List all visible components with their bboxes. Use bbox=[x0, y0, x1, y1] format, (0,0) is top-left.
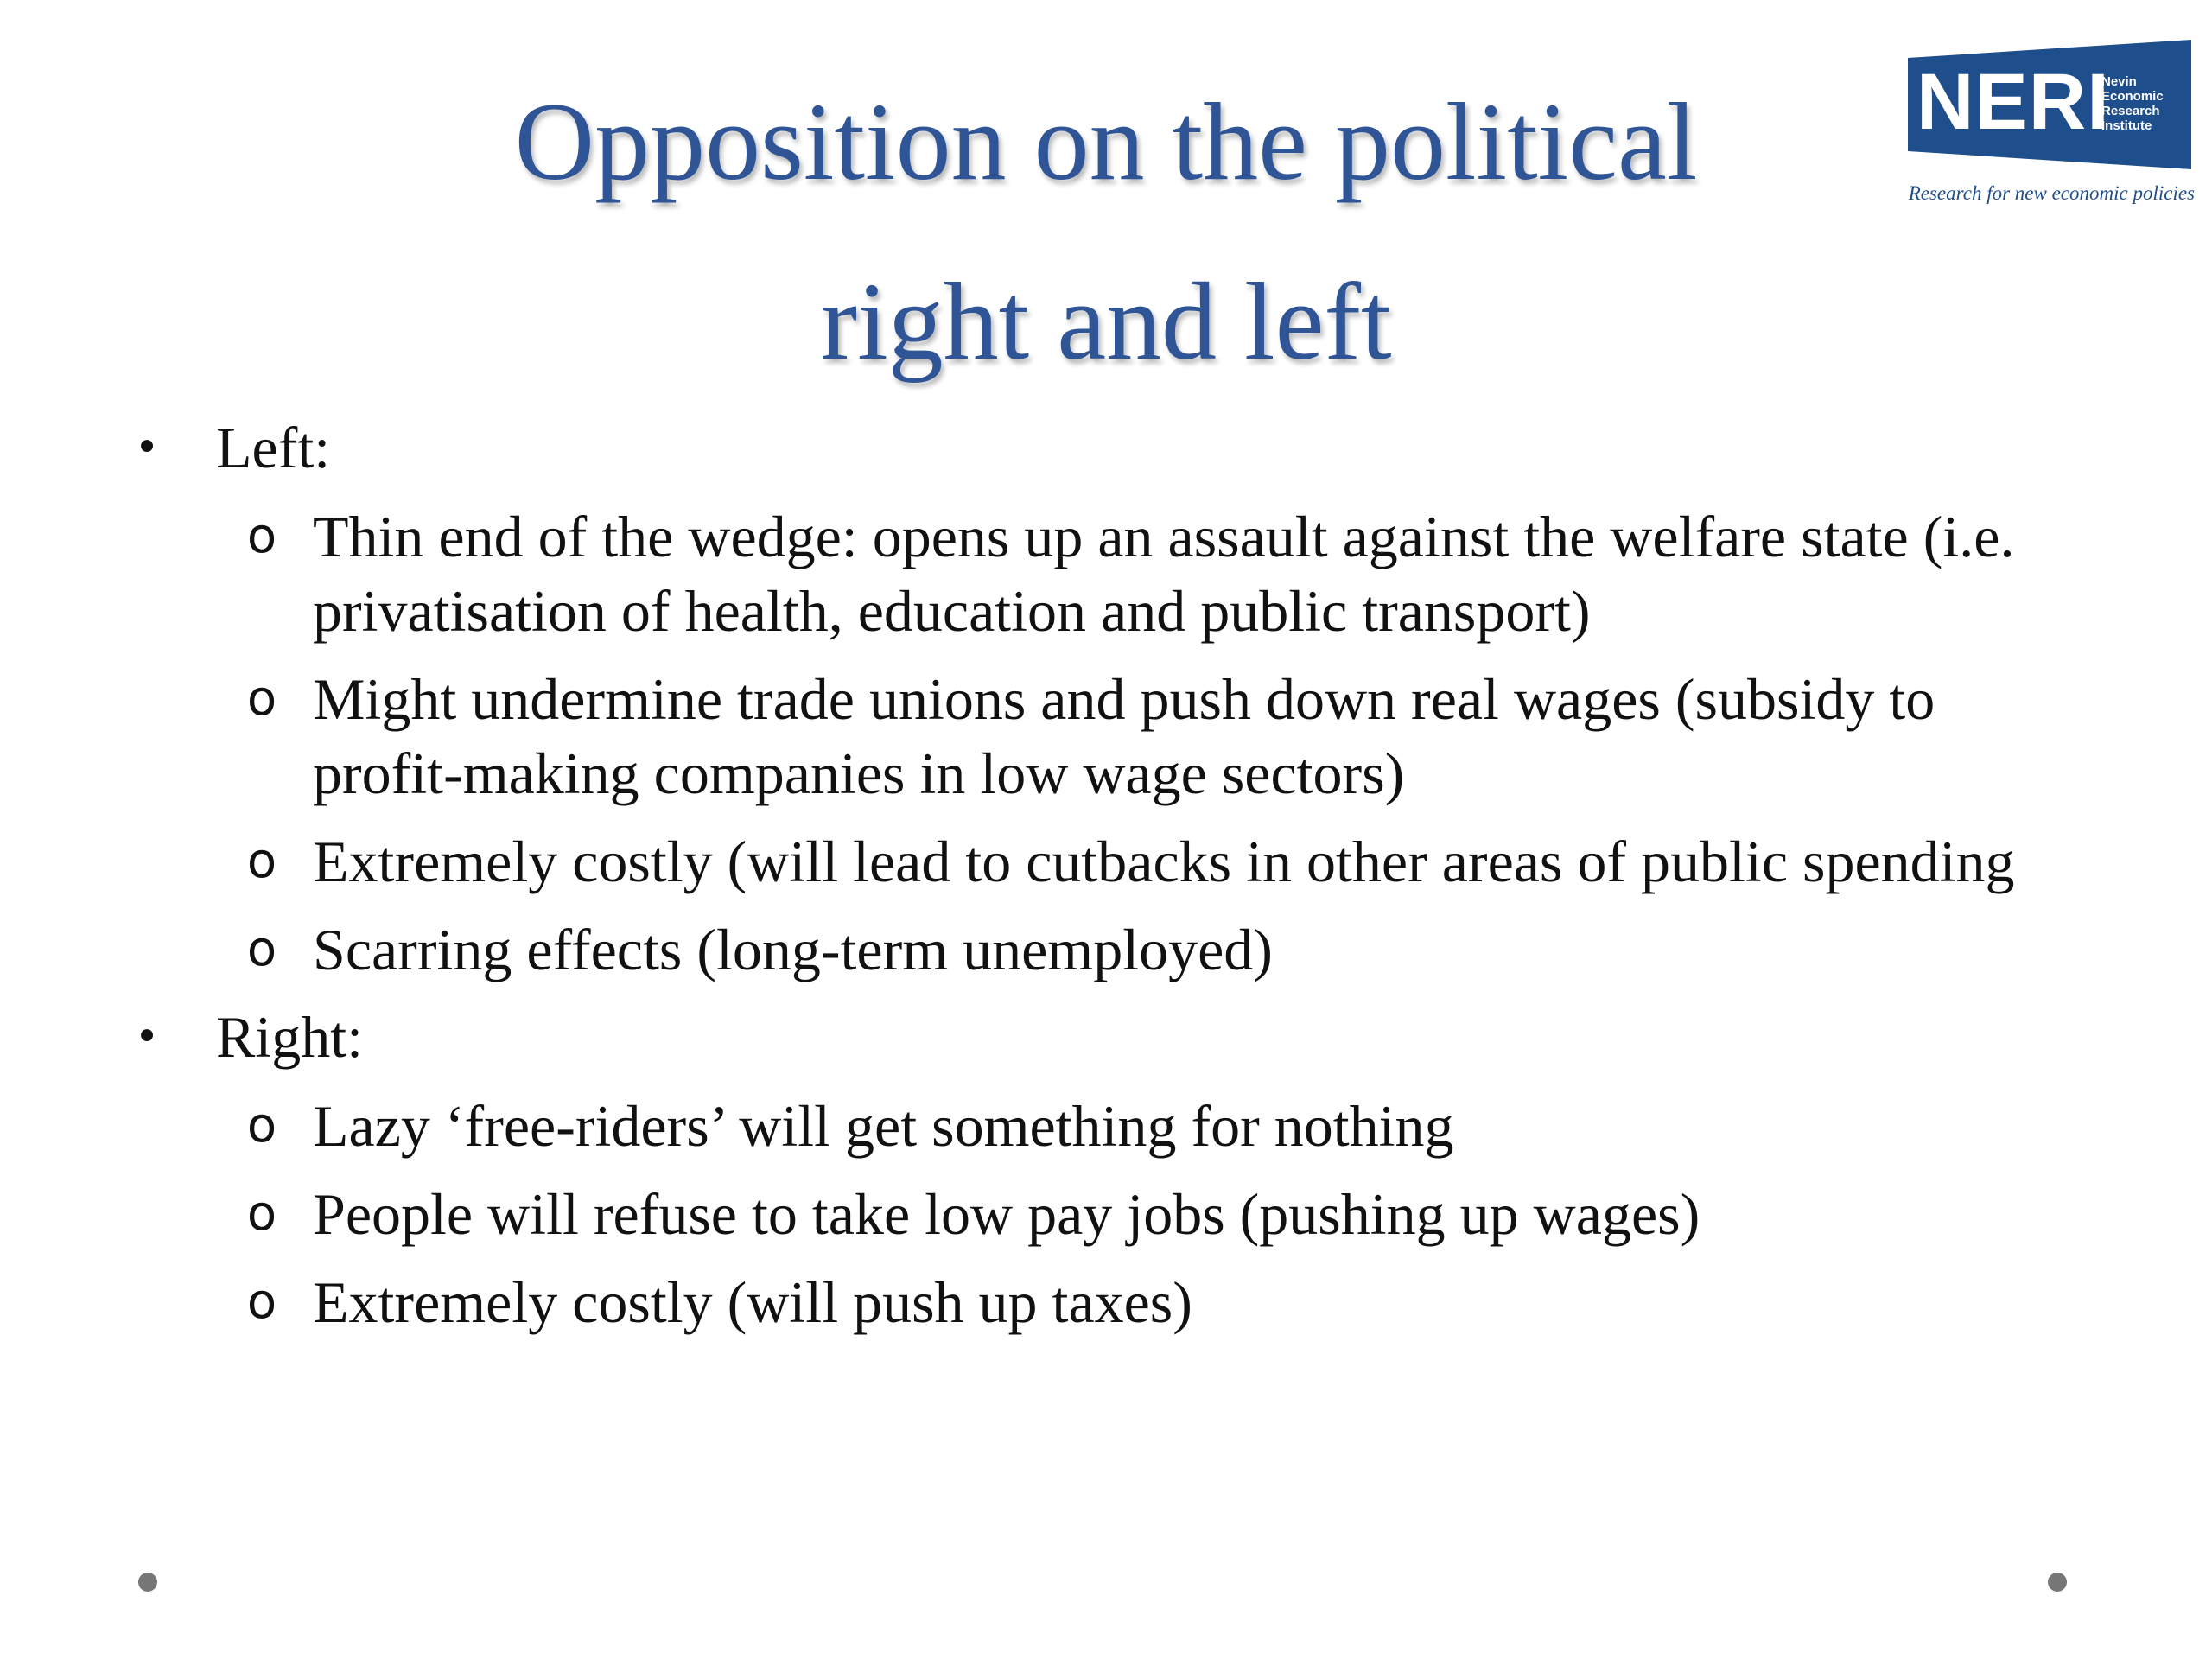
bullet-heading-left bbox=[130, 410, 2074, 486]
list-item bbox=[130, 1089, 2074, 1163]
list-item-text: Scarring effects (long-term unemployed) bbox=[313, 917, 1273, 982]
slide-body bbox=[130, 397, 2074, 1339]
section-left bbox=[130, 410, 2074, 987]
list-item-text: People will refuse to take low pay jobs (pushing up wages) bbox=[313, 1181, 1700, 1247]
footer-dot-right bbox=[2048, 1573, 2067, 1592]
bullet-circle-icon: o bbox=[246, 1185, 277, 1242]
list-item-text: Extremely costly (will lead to cutbacks in other areas of public spending bbox=[313, 829, 2015, 894]
bullet-dot-icon: • bbox=[134, 423, 160, 472]
neri-logo-line-4: Institute bbox=[2101, 118, 2152, 133]
slide-title bbox=[294, 52, 1918, 411]
bullet-circle-icon: o bbox=[246, 508, 277, 564]
bullet-heading-right bbox=[130, 999, 2074, 1075]
neri-logo-line-2: Economic bbox=[2101, 89, 2164, 104]
list-item bbox=[130, 662, 2074, 810]
neri-logo-tagline: Research for new economic policies bbox=[1908, 182, 2195, 204]
bullet-dot-icon: • bbox=[134, 1013, 160, 1061]
list-item-text: Extremely costly (will push up taxes) bbox=[313, 1269, 1192, 1335]
bullet-circle-icon: o bbox=[246, 671, 277, 727]
neri-logo-line-3: Research bbox=[2101, 104, 2160, 118]
neri-logo bbox=[1901, 40, 2195, 213]
bullet-circle-icon: o bbox=[246, 921, 277, 977]
list-item bbox=[130, 1177, 2074, 1251]
neri-logo-wordmark: NERI bbox=[1916, 58, 2110, 146]
list-item bbox=[130, 912, 2074, 987]
heading-text: Left: bbox=[216, 415, 331, 480]
neri-logo-line-1: Nevin bbox=[2101, 74, 2137, 89]
neri-logo-institute-name bbox=[2101, 74, 2188, 133]
list-item-text: Thin end of the wedge: opens up an assault against the welfare state (i.e. privatisation of health, education and public transport) bbox=[313, 504, 2015, 644]
slide-title-line-2: right and left bbox=[820, 260, 1392, 383]
bullet-circle-icon: o bbox=[246, 1274, 277, 1330]
section-right bbox=[130, 999, 2074, 1339]
list-item-text: Lazy ‘free-riders’ will get something for nothing bbox=[313, 1093, 1454, 1159]
footer-dot-left bbox=[138, 1573, 157, 1592]
heading-text: Right: bbox=[216, 1004, 364, 1070]
list-item bbox=[130, 824, 2074, 899]
list-item bbox=[130, 499, 2074, 648]
list-item-text: Might undermine trade unions and push down real wages (subsidy to profit-making companies in low wage sectors) bbox=[313, 666, 1936, 806]
list-item bbox=[130, 1265, 2074, 1339]
bullet-circle-icon: o bbox=[246, 1097, 277, 1154]
bullet-circle-icon: o bbox=[246, 833, 277, 889]
slide-title-line-1: Opposition on the political bbox=[514, 80, 1698, 203]
